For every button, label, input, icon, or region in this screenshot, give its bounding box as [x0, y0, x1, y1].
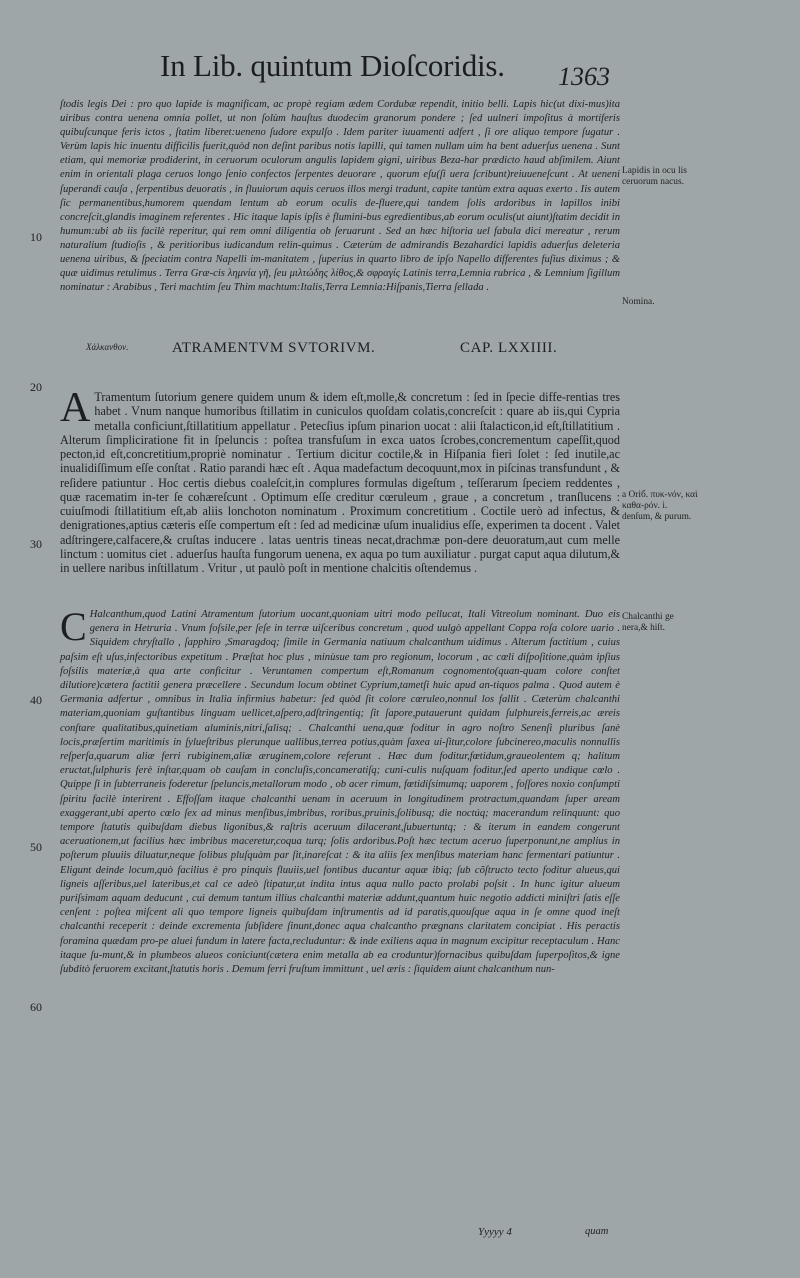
margin-note-lapidis: Lapidis in ocu lis ceruorum nacus.: [622, 166, 687, 187]
margin-note-chalcanthi: Chalcanthi ge nera,& hiſt.: [622, 612, 674, 633]
commentary-body-2: Halcanthum,quod Latini Atramentum ſutorium uocant,quoniam uitri modo pellucat, Itali Vitreolum nominant. Duo eis genera in Hetruria . Vnum foſsile,per ſeſe in terræ uiſceribus concretum , quod uulgò appellant Coppa roſa colore uario . Siquidem chryſtallo , ſapphiro ,Smaragdoq; ſimile in Germania natiuum chalcanthum uidimus . Alterum factitium , cuius paſsim eſt uſus,infectoribus expetitum . Præſtat hoc plus , minùsue tam pro regionum, locorum , ac cœli diſpoſitione,quàm ipſius foſsilis materiæ,à qua arte conficitur . Veruntamen compertum eſt,Romanum cognomento(quan-quam colore conſtet dilutiore)cætera factitii genera præcellere . Secundum locum obtinet Cyprium,tametſi huic apud an-tiquos palma . Quod autem è Germania adfertur , omnibus in Italia infirmius habetur: ſed quòd ſit colore cœruleo,nonnul los fallit . Cæterùm chalcanthi materiam,quoniam guſtantibus linguam uellicet,aſpero,adſtringentiq; ſit ſapore,putauerunt quidam ſulphureis,ferreis,ac æreis conſtare qualitatibus,quinetiam aluminis,nitri,ſalisq; . Chalcanthi uena,quæ foditur in agro noſtro Senenſi pluribus ſanè locis,præſertim maritimis in ſylueſtribus plerunque uallibus,terrea potius,quàm ſaxea ui-ſitur,colore ſubcinereo,maculis nonnullis reſperſa,quarum aliæ ferri rubiginem,aliæ æruginem,colore referunt . Hæc dum foditur,fœtidum,graueolentem q; halitum eructat,ſulphuris ferè inſtar,quam ob cauſam in concluſis,concameratiſq; cuni-culis nuſquam foditur,ſed aperto undique cœlo . Quippe ſi in ſubterraneis foderetur ſpeluncis,metallorum modo , ob acer rimum, fœtidiſsimumq; uaporem , foſſores noxio conſumpti ſpiritu facilè interirent . Effoſſam itaque chalcanthi uenam in aceruum in longitudinem protractum,quandam ſuper aream exaggerant,ubi aperto cœlo ſex ad minus menſibus,imbribus, roribus,pruinis,ſolibusq; die noctúq; macerandum relinquunt: quo tempore ſtatutis quibuſdam diebus ligonibus,& raſtris aceruum dilacerant,ſubuertuntq; : & iterum in eandem congerunt aceruationem,ut facilius hæc imbribus maceretur,coqua turq; ſolis ardoribus.Poſt hæc tectum aceruo ſuperponunt,ne amplius in poſterum pluuiis diluatur,neque ſolibus pluſquàm par ſit,inareſcat : & ita aliis ſex menſibus materiam hanc fermentari patiuntur . Eligunt deinde locum,quò facilius è pro pinquis fluuiis,uel fontibus ducantur aquæ ibiq; ſub cõſtructo tecto foditur alueus,qui ligneis aſſeribus,uel lateribus,et cal ce adeò ſtipatur,ut indita intus aqua nullo pacto prolabi poſsit . In hunc igitur alueum puriſsimam aquam deducunt , cui demum tantum illius chalcanthi materiæ addunt,quantum huic negotio addicti miniſtri ſatis eſſe cenſent : poſtea miſcent ali quo tempore ligneis quibuſdam inſtrumentis ad id paratis,quouſque aqua in ſe omne quod ineſt chalcanthi receperit : deinde excrementa ſubſidere ſinunt,donec aqua chalcantho prægnans claritatem concipiat . His peractis foramina quædam pro-pe aluei fundum in latere facta,recluduntur: & inde exiliens aqua in magnum excipitur receptaculum . Hanc itaque ſu-munt,& in plumbeos alueos coniciunt(cætera enim metalla ab ea croduntur)fornacibus quibuſdam ſuperpoſitos,& igne ſubditò feruorem excitant,ſtatutis horis . Demum ferri fruſtum immittunt , uel æris : ſiquidem aiunt chalcanthum nun-: [60, 609, 620, 976]
dioscorides-body: Tramentum ſutorium genere quidem unum & idem eſt,molle,& concretum : ſed in ſpecie diffe-rentias tres habet . Vnum nanque humoribus ſtillatim in cuniculos quoſdam colatis,concreſcit : quare ab iis,qui Cypria metalla conficiunt,ſtillatitium appellatur . Petecſius ipſum pinarion uocat : alii ſtalacticon,id eſt,ſtillatitium . Alterum ſimpliciratione fit in ſpeluncis : poſtea transfuſum in exca uatos ſcrobes,concrementum capeſſit,quod pecton,id eſt,concretitium,propriè nominatur . Tertium dicitur coctile,& in Hiſpania fieri ſolet : ſed inutile,ac inualidiſſimum eſſe conſtat . Ratio parandi hæc eſt . Aqua madefactum decoquunt,mox in piſcinas transfundunt , & reſidere patiuntur . Hoc certis diebus coaleſcit,in complures formulas digeſtum , teſſerarum ſpeciem reddentes , quæ racematim in-ter ſe cohæreſcunt . Optimum eſſe creditur cœruleum , graue , a concretum , tranſlucens : cuiuſmodi ſtillatitium eſt,ab aliis lonchoton nominatum . Proximum concretitium . Coctile uerò ad infectus, & denigrationes,aptius cæteris eſſe compertum eſt : ſed ad medicinæ uſum inualidius eſſe, experimen ta docent . Valet adſtringere,calfacere,& cruſtas inducere . latas uentris tineas necat,drachmæ pon-dere deuoratum,aut cum melle linctum : uomitus ciet . aduerſus hauſta fungorum uenena, ex aqua po tum auxiliatur . purgat caput aqua dilutum,& in uellere naribus inſtillatum . Vritur , ut paulò poſt in mentione chalcitis oſtendemus .: [60, 390, 620, 575]
line-number-10: 10: [30, 230, 42, 244]
line-number-30: 30: [30, 537, 42, 551]
chapter-title: ATRAMENTVM SVTORIVM.: [172, 340, 376, 356]
dropcap-a: A: [60, 385, 91, 431]
chapter-number: CAP. LXXIIII.: [460, 340, 558, 356]
margin-note-oribasius: a Oriб. πυκ-νόν, καὶ καθα-ρόν. i. denſum, & purum.: [622, 490, 698, 522]
chapter-heading: [60, 340, 620, 360]
line-number-60: 60: [30, 1000, 42, 1014]
dropcap-c: C: [60, 604, 87, 649]
line-number-50: 50: [30, 840, 42, 854]
commentary-text-2: [60, 604, 620, 977]
line-number-20: 20: [30, 380, 42, 394]
dioscorides-text: [60, 385, 620, 575]
catchword: quam: [585, 1226, 609, 1237]
commentary-block-2: [60, 604, 620, 977]
margin-note-nomina: Nomina.: [622, 297, 655, 307]
page-number: 1363: [558, 62, 610, 91]
commentary-text-1: ſtodis legis Dei : pro quo lapide is magnificam, ac propè regiam ædem Cordubæ rependit, initio belli. Lapis hic(ut dixi-mus)ita uiribus contra uenena omnia pollet, ut non ſolùm hauſtus duodecim granorum pondere ; ſed uulneri impoſitus à mortiferis quibuſcunque feris ictos , ſtatim liberet:ueneno ſudore expulſo . Idem pariter iuuamenti adfert , ſi ore aliquo tempore ſugatur . Verùm lapis hic inuentu difficilis fuerit,quòd non deſint paribus notis lapilli, qui tamen nullam uim ha bent aduerſus uenena . Sunt etiam, qui memoriæ prodiderint, in ceruorum oculorum angulis lapidem gigni, uiribus Beza-har prædicto haud abſimilem. Aiunt enim in orientali plaga ceruos longo ſenio confectos ſerpentes deuorare , quorum eſu(ſi uera ſcribunt)reiuueneſcunt . At ueneni ſuperandi cauſa , ſerpentibus deuoratis , in fluuiorum aquis ceruos illos mergi tradunt, capite tantùm extra aquas exerto . Iis autem ſic permanentibus,humorem quendam lentum ab eorum oculis de-fluere,qui tandem ſolis ardoribus in lapillos inibi concreſcit,glandis imaginem referentes . Hic itaque lapis ipſis è flumini-bus egredientibus,ab eorum oculis(ut aiunt)ſtatim decidit in humum:ubi ab iis facilè reperitur, qui rem omni diligentia ob ſeruarunt . Sed an hæc hiſtoria uel fabula dici mereatur , rerum naturalium ſtudioſis , & peritioribus iudicandum relin-quimus . Cæterùm de admirandis Bezahardici lapidis aduerſus deleteria uenena uiribus, & ſpeciatim contra Napelli im-manitatem , ſuperius in quarto libro de ipſo Napello differentes fuſius diximus ; & quæ uidimus retulimus . Terra Græ-cis λημνία γῆ, ſeu μιλτώδης λίθος,& σφραγίς Latinis terra,Lemnia rubrica , & Lemnium ſigillum nominatur : Arabibus , Teri machtim ſeu Thim machtum:Italis,Terra Lemnia:Hiſpanis,Tierra ſellada .: [60, 99, 620, 294]
line-number-40: 40: [30, 693, 42, 707]
running-head: In Lib. quintum Dioſcoridis.: [160, 48, 505, 83]
chapter-greek-name: Χάλκανθον.: [86, 342, 129, 352]
commentary-block-1: [60, 98, 620, 295]
signature-mark: Yyyyy 4: [478, 1226, 512, 1238]
dioscorides-text-block: [60, 385, 620, 575]
